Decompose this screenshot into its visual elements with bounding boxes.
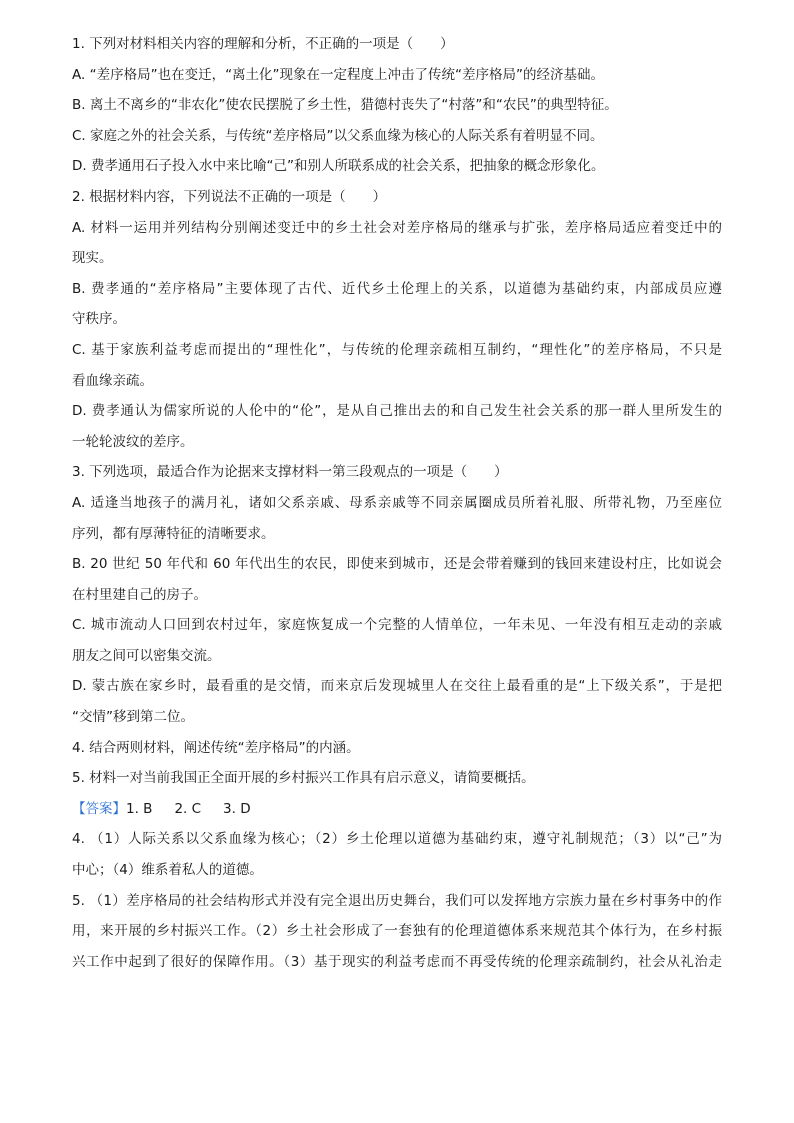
- answer-4-line1: 4. （1）人际关系以父系血缘为核心；（2）乡土伦理以道德为基础约束，遵守礼制规范；（3）以“己”为: [72, 831, 722, 848]
- question-2-option-b-line2: 守秩序。: [72, 311, 126, 328]
- question-1-option-a: A. “差序格局”也在变迁，“离土化”现象在一定程度上冲击了传统“差序格局”的经济基础。: [72, 66, 605, 83]
- question-2-option-a-line1: A. 材料一运用并列结构分别阐述变迁中的乡土社会对差序格局的继承与扩张，差序格局适应着变迁中的: [72, 219, 722, 236]
- question-3-option-a-line2: 序列，都有厚薄特征的清晰要求。: [72, 525, 275, 542]
- question-3-option-d-line2: “交情”移到第二位。: [72, 709, 194, 726]
- question-2-option-c-line1: C. 基于家族利益考虑而提出的“理性化”，与传统的伦理亲疏相互制约，“理性化”的差序格局，不只是: [72, 341, 722, 358]
- question-1-option-c: C. 家庭之外的社会关系，与传统“差序格局”以父系血缘为核心的人际关系有着明显不同。: [72, 127, 604, 144]
- answer-1: 1. B: [126, 800, 153, 817]
- answer-tag: 【答案】: [72, 800, 126, 817]
- question-3-option-d-line1: D. 蒙古族在家乡时，最看重的是交情，而来京后发现城里人在交往上最看重的是“上下级关系”，于是把: [72, 678, 722, 695]
- question-2-option-d-line2: 一轮轮波纹的差序。: [72, 433, 194, 450]
- question-4-stem: 4. 结合两则材料，阐述传统“差序格局”的内涵。: [72, 739, 360, 756]
- question-5-stem: 5. 材料一对当前我国正全面开展的乡村振兴工作具有启示意义，请简要概括。: [72, 770, 535, 787]
- question-2-option-b-line1: B. 费孝通的“差序格局”主要体现了古代、近代乡土伦理上的关系，以道德为基础约束，内部成员应遵: [72, 280, 722, 297]
- answer-5-line2: 用，来开展的乡村振兴工作。（2）乡土社会形成了一套独有的伦理道德体系来规范其个体行为，在乡村振: [72, 923, 722, 940]
- question-2-option-d-line1: D. 费孝通认为儒家所说的人伦中的“伦”，是从自己推出去的和自己发生社会关系的那一群人里所发生的: [72, 403, 722, 420]
- answer-5-line1: 5. （1）差序格局的社会结构形式并没有完全退出历史舞台，我们可以发挥地方宗族力量在乡村事务中的作: [72, 892, 722, 909]
- question-1-stem: 1. 下列对材料相关内容的理解和分析，不正确的一项是（ ）: [72, 36, 454, 52]
- question-3-option-c-line1: C. 城市流动人口回到农村过年，家庭恢复成一个完整的人情单位，一年未见、一年没有相互走动的亲戚: [72, 617, 722, 634]
- answer-5-line3: 兴工作中起到了很好的保障作用。（3）基于现实的利益考虑而不再受传统的伦理亲疏制约，社会从礼治走: [72, 953, 722, 970]
- question-2-option-c-line2: 看血缘亲疏。: [72, 372, 153, 389]
- answer-4-line2: 中心；（4）维系着私人的道德。: [72, 862, 263, 879]
- question-3-option-b-line1: B. 20 世纪 50 年代和 60 年代出生的农民，即使来到城市，还是会带着赚到的钱回来建设村庄，比如说会: [72, 556, 722, 573]
- answer-2: 2. C: [174, 800, 202, 817]
- question-2-option-a-line2: 现实。: [72, 250, 113, 267]
- question-3-option-a-line1: A. 适逢当地孩子的满月礼，诸如父系亲戚、母系亲戚等不同亲属圈成员所着礼服、所带礼物，乃至座位: [72, 494, 722, 511]
- document-page: [72, 34, 722, 982]
- answer-3: 3. D: [223, 800, 251, 817]
- question-3-stem: 3. 下列选项，最适合作为论据来支撑材料一第三段观点的一项是（ ）: [72, 464, 508, 481]
- answer-key-line: [72, 799, 722, 820]
- question-2-stem: 2. 根据材料内容，下列说法不正确的一项是（ ）: [72, 188, 387, 205]
- question-1-option-d: D. 费孝通用石子投入水中来比喻“己”和别人所联系成的社会关系，把抽象的概念形象化。: [72, 158, 605, 175]
- question-3-option-c-line2: 朋友之间可以密集交流。: [72, 647, 221, 664]
- question-3-option-b-line2: 在村里建自己的房子。: [72, 586, 207, 603]
- question-1-option-b: B. 离土不离乡的“非农化”使农民摆脱了乡土性，猎德村丧失了“村落”和“农民”的典型特征。: [72, 97, 618, 114]
